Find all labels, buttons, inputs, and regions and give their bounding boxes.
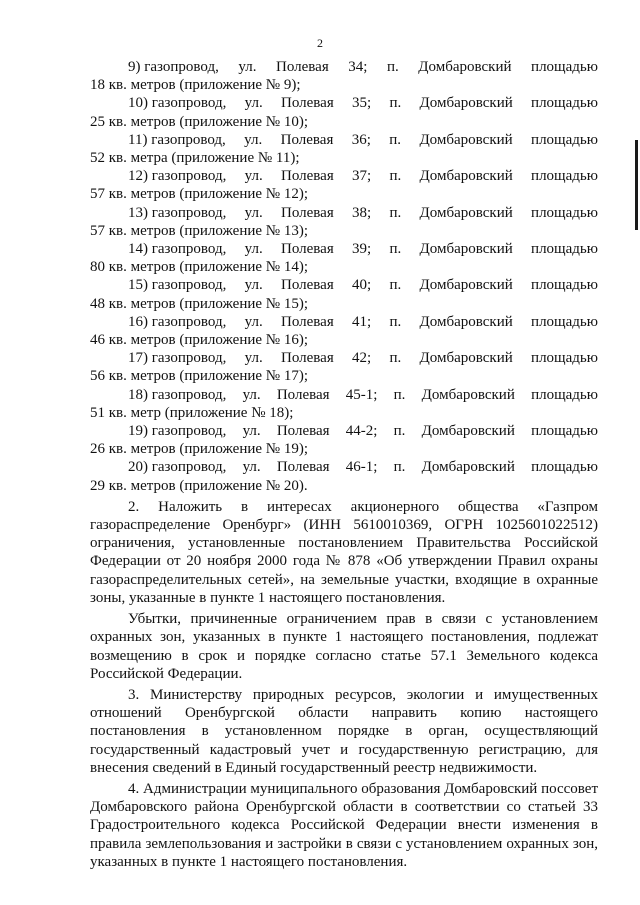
list-item-second-line: 57 кв. метров (приложение № 13);	[90, 222, 309, 239]
word: ул.	[242, 423, 261, 440]
list-item-second-line: 29 кв. метров (приложение № 20).	[90, 477, 308, 494]
word: 9) газопровод,	[128, 59, 219, 75]
word: п.	[389, 95, 402, 112]
word: 14) газопровод,	[128, 241, 227, 258]
list-item-first-line	[90, 131, 598, 149]
word: 37;	[352, 168, 372, 185]
word: Домбаровский	[419, 204, 513, 221]
word: ул.	[244, 204, 263, 221]
word: Полевая	[276, 459, 330, 476]
word: площадью	[531, 131, 598, 148]
word: п.	[389, 277, 402, 294]
word: п.	[393, 386, 406, 403]
word: ул.	[244, 350, 263, 367]
list-item-first-line	[90, 94, 598, 112]
list-item-first-line	[90, 458, 598, 476]
list-item-second-line: 25 кв. метров (приложение № 10);	[90, 113, 309, 130]
list-item-second-line: 48 кв. метров (приложение № 15);	[90, 295, 309, 312]
word: п.	[389, 168, 402, 185]
word: п.	[393, 459, 406, 476]
word: 38;	[352, 204, 372, 221]
page-number: 2	[317, 36, 323, 50]
paragraph-losses: Убытки, причиненные ограничением прав в связи с установлением охранных зон, указанных в пункте 1 настоящего постановления, подлежат возмещению в срок и порядке согласно статье 57.1 Земельного кодекса Российской Федерации.	[90, 611, 598, 682]
word: площадью	[531, 241, 598, 258]
word: Домбаровский	[418, 59, 512, 75]
word: Полевая	[276, 59, 329, 75]
word: Домбаровский	[419, 277, 513, 294]
word: Полевая	[281, 277, 334, 294]
word: Домбаровский	[419, 241, 513, 258]
word: 35;	[352, 95, 372, 112]
word: площадью	[531, 59, 598, 75]
paragraph-2-restrictions: 2. Наложить в интересах акционерного общества «Газпром газораспределение Оренбург» (ИНН 5610010369, ОГРН 1025601022512) ограничения, установленные постановлением Правительства Российской Федерации от 20 ноября 2000 года № 878 «Об утверждении Правил охраны газораспределительных сетей», на земельные участки, входящие в охранные зоны, указанные в пункте 1 настоящего постановления.	[90, 498, 598, 606]
word: ул.	[244, 313, 263, 330]
list-item-first-line	[90, 167, 598, 185]
word: Домбаровский	[419, 95, 513, 112]
margin-mark	[635, 140, 638, 230]
list-item-second-line: 18 кв. метров (приложение № 9);	[90, 77, 301, 94]
word: Полевая	[281, 241, 334, 258]
word: 41;	[352, 313, 372, 330]
word: ул.	[244, 95, 263, 112]
word: п.	[386, 59, 399, 75]
list-item	[90, 276, 598, 312]
document-body	[90, 58, 598, 871]
word: 19) газопровод,	[128, 423, 227, 440]
list-item-second-line: 57 кв. метров (приложение № 12);	[90, 186, 309, 203]
list-item-second-line: 46 кв. метров (приложение № 16);	[90, 332, 309, 349]
word: п.	[389, 350, 402, 367]
list-item-second-line: 52 кв. метра (приложение № 11);	[90, 150, 300, 167]
word: Домбаровский	[419, 350, 513, 367]
word: Полевая	[281, 350, 334, 367]
word: 45-1;	[345, 386, 378, 403]
list-item	[90, 313, 598, 349]
word: 46-1;	[345, 459, 378, 476]
word: Домбаровский	[419, 168, 513, 185]
word: Полевая	[276, 386, 330, 403]
list-item	[90, 349, 598, 385]
list-item-first-line	[90, 276, 598, 294]
list-item-second-line: 26 кв. метров (приложение № 19);	[90, 441, 309, 458]
word: Домбаровский	[421, 459, 515, 476]
word: площадью	[531, 350, 598, 367]
word: 34;	[348, 59, 368, 75]
word: Полевая	[281, 168, 334, 185]
word: 12) газопровод,	[128, 168, 227, 185]
word: 36;	[351, 131, 371, 148]
list-item-first-line	[90, 313, 598, 331]
word: площадью	[531, 277, 598, 294]
word: Домбаровский	[419, 131, 513, 148]
word: ул.	[242, 386, 261, 403]
list-item	[90, 94, 598, 130]
word: Полевая	[281, 313, 334, 330]
word: площадью	[531, 386, 598, 403]
list-item	[90, 167, 598, 203]
word: 40;	[352, 277, 372, 294]
list-item	[90, 422, 598, 458]
word: 16) газопровод,	[128, 313, 227, 330]
word: Домбаровский	[421, 423, 515, 440]
word: площадью	[531, 168, 598, 185]
list-item	[90, 386, 598, 422]
list-item	[90, 240, 598, 276]
word: ул.	[244, 277, 263, 294]
word: площадью	[531, 423, 598, 440]
word: п.	[389, 204, 402, 221]
word: Полевая	[280, 131, 334, 148]
word: 44-2;	[345, 423, 378, 440]
word: площадью	[531, 459, 598, 476]
word: Полевая	[276, 423, 330, 440]
word: 15) газопровод,	[128, 277, 227, 294]
word: 10) газопровод,	[128, 95, 227, 112]
word: ул.	[244, 241, 263, 258]
word: 18) газопровод,	[128, 386, 227, 403]
list-item-first-line	[90, 386, 598, 404]
word: 42;	[352, 350, 372, 367]
word: п.	[389, 241, 402, 258]
list-item	[90, 458, 598, 494]
word: Полевая	[281, 204, 334, 221]
list-item-second-line: 51 кв. метр (приложение № 18);	[90, 404, 294, 421]
word: ул.	[242, 459, 261, 476]
word: 13) газопровод,	[128, 204, 227, 221]
word: п.	[389, 131, 402, 148]
word: п.	[393, 423, 406, 440]
list-item-first-line	[90, 349, 598, 367]
pipeline-list	[90, 58, 598, 495]
word: Домбаровский	[421, 386, 515, 403]
word: Домбаровский	[419, 313, 513, 330]
word: площадью	[531, 95, 598, 112]
list-item-second-line: 56 кв. метров (приложение № 17);	[90, 368, 309, 385]
word: 17) газопровод,	[128, 350, 227, 367]
list-item	[90, 58, 598, 94]
word: 11) газопровод,	[128, 131, 226, 148]
list-item	[90, 204, 598, 240]
word: п.	[389, 313, 402, 330]
list-item-first-line	[90, 58, 598, 76]
paragraph-3-ministry: 3. Министерству природных ресурсов, экологии и имущественных отношений Оренбургской области направить копию настоящего постановления в установленном порядке в орган, осуществляющий государственный кадастровый учет и государственную регистрацию, для внесения сведений в Единый государственный реестр недвижимости.	[90, 686, 598, 776]
list-item-first-line	[90, 204, 598, 222]
word: 20) газопровод,	[128, 459, 227, 476]
paragraph-4-administration: 4. Администрации муниципального образования Домбаровский поссовет Домбаровского района Оренбургской области в соответствии со статьей 33 Градостроительного кодекса Российской Федерации внести изменения в правила землепользования и застройки в связи с установлением охранных зон, указанных в пункте 1 настоящего постановления.	[90, 780, 598, 870]
word: ул.	[238, 59, 257, 75]
word: площадью	[531, 204, 598, 221]
list-item-first-line	[90, 422, 598, 440]
word: площадью	[531, 313, 598, 330]
word: ул.	[244, 131, 263, 148]
list-item-first-line	[90, 240, 598, 258]
list-item	[90, 131, 598, 167]
word: Полевая	[281, 95, 334, 112]
word: ул.	[244, 168, 263, 185]
list-item-second-line: 80 кв. метров (приложение № 14);	[90, 259, 309, 276]
word: 39;	[352, 241, 372, 258]
